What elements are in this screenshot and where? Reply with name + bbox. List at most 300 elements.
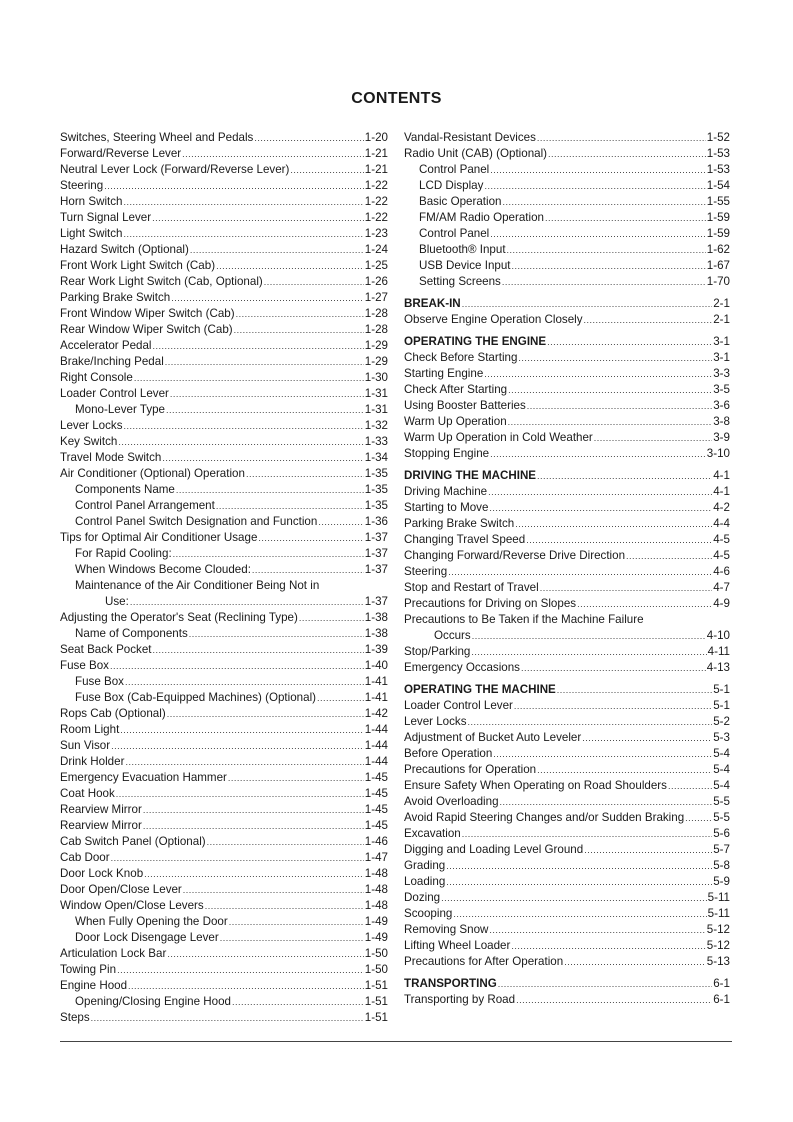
toc-entry[interactable] <box>404 906 730 922</box>
toc-entry[interactable] <box>60 338 388 354</box>
toc-page-number: 4-1 <box>713 485 730 498</box>
toc-entry-row <box>60 130 388 146</box>
toc-entry-label: Fuse Box <box>60 659 109 672</box>
toc-entry[interactable] <box>60 930 388 946</box>
toc-entry[interactable] <box>404 446 730 462</box>
toc-entry[interactable] <box>60 770 388 786</box>
toc-entry-row <box>60 1010 388 1026</box>
toc-entry-label: Dozing <box>404 891 441 904</box>
toc-entry[interactable] <box>404 730 730 746</box>
toc-entry-row <box>404 500 730 516</box>
toc-entry-label: Check After Starting <box>404 383 508 396</box>
dot-leader <box>515 516 712 532</box>
toc-page-number: 1-28 <box>364 307 388 320</box>
toc-entry-row <box>419 274 730 290</box>
toc-entry-label: Vandal-Resistant Devices <box>404 131 536 144</box>
toc-entry-label: Fuse Box (Cab-Equipped Machines) (Optional) <box>75 691 317 704</box>
toc-entry-row <box>60 850 388 866</box>
toc-page-number: 1-45 <box>364 771 388 784</box>
toc-entry[interactable] <box>404 778 730 794</box>
toc-entry-label: Using Booster Batteries <box>404 399 526 412</box>
toc-entry[interactable] <box>404 258 730 274</box>
toc-entry-row <box>404 334 730 350</box>
toc-page-number: 1-48 <box>364 883 388 896</box>
toc-entry-row <box>60 706 388 722</box>
toc-section-heading[interactable] <box>404 296 730 312</box>
toc-page-number: 1-25 <box>364 259 388 272</box>
toc-entry[interactable] <box>60 642 388 658</box>
dot-leader <box>557 682 712 698</box>
toc-entry-row <box>404 890 730 906</box>
toc-entry[interactable] <box>404 612 730 644</box>
toc-entry[interactable] <box>404 564 730 580</box>
toc-entry[interactable] <box>404 242 730 258</box>
toc-entry-row <box>60 530 388 546</box>
toc-entry-label: Room Light <box>60 723 120 736</box>
dot-leader <box>503 194 706 210</box>
toc-entry-label: Switches, Steering Wheel and Pedals <box>60 131 254 144</box>
toc-entry[interactable] <box>60 450 388 466</box>
toc-page-number: 1-45 <box>364 787 388 800</box>
toc-entry[interactable] <box>60 418 388 434</box>
toc-entry[interactable] <box>60 994 388 1010</box>
toc-entry-label: Setting Screens <box>419 275 501 288</box>
toc-entry-row <box>75 994 388 1010</box>
toc-entry[interactable] <box>60 1010 388 1026</box>
toc-entry[interactable] <box>60 626 388 642</box>
toc-entry-row <box>404 350 730 366</box>
toc-entry-row <box>60 306 388 322</box>
toc-entry[interactable] <box>404 226 730 242</box>
toc-entry-row <box>419 210 730 226</box>
toc-entry-row <box>404 794 730 810</box>
toc-entry[interactable] <box>60 658 388 674</box>
dot-leader <box>111 850 364 866</box>
toc-entry[interactable] <box>60 706 388 722</box>
toc-entry[interactable] <box>404 178 730 194</box>
toc-page-number: 1-21 <box>364 147 388 160</box>
toc-entry[interactable] <box>60 354 388 370</box>
dot-leader <box>153 338 364 354</box>
dot-leader <box>471 644 706 660</box>
toc-entry-label: Drink Holder <box>60 755 125 768</box>
toc-entry-row <box>75 914 388 930</box>
toc-entry[interactable] <box>60 322 388 338</box>
toc-entry[interactable] <box>60 434 388 450</box>
toc-entry-label: Warm Up Operation <box>404 415 507 428</box>
toc-entry[interactable] <box>404 484 730 500</box>
toc-entry-label: Driving Machine <box>404 485 488 498</box>
toc-entry-row <box>404 414 730 430</box>
toc-entry[interactable] <box>60 498 388 514</box>
toc-page-number: 1-26 <box>364 275 388 288</box>
toc-entry-row <box>404 398 730 414</box>
dot-leader <box>246 466 364 482</box>
dot-leader <box>318 514 363 530</box>
toc-page-number: 1-24 <box>364 243 388 256</box>
toc-page-number: 5-11 <box>707 907 730 920</box>
toc-entry-label: Adjustment of Bucket Auto Leveler <box>404 731 582 744</box>
toc-entry-row <box>60 274 388 290</box>
dot-leader <box>162 450 363 466</box>
toc-entry-row <box>404 660 730 676</box>
toc-entry[interactable] <box>60 290 388 306</box>
dot-leader <box>118 434 363 450</box>
toc-entry[interactable] <box>404 548 730 564</box>
toc-entry-label: Neutral Lever Lock (Forward/Reverse Lever) <box>60 163 290 176</box>
dot-leader <box>91 1010 364 1026</box>
toc-entry[interactable] <box>404 826 730 842</box>
toc-page-number: 1-40 <box>364 659 388 672</box>
dot-leader <box>228 770 364 786</box>
dot-leader <box>167 946 363 962</box>
toc-entry-label: Precautions for Operation <box>404 763 537 776</box>
toc-entry[interactable] <box>404 714 730 730</box>
toc-entry[interactable] <box>404 596 730 612</box>
toc-entry-row <box>404 906 730 922</box>
toc-entry-label: Towing Pin <box>60 963 117 976</box>
toc-entry-label: Precautions for After Operation <box>404 955 564 968</box>
toc-entry[interactable] <box>60 402 388 418</box>
toc-entry[interactable] <box>60 962 388 978</box>
toc-entry-row <box>75 626 388 642</box>
toc-entry-label: Avoid Rapid Steering Changes and/or Sudden Braking <box>404 811 685 824</box>
toc-page-number: 5-13 <box>706 955 730 968</box>
toc-entry-label: Control Panel Arrangement <box>75 499 215 512</box>
toc-entry-label: For Rapid Cooling: <box>75 547 172 560</box>
toc-entry[interactable] <box>60 946 388 962</box>
toc-page-number: 1-33 <box>364 435 388 448</box>
dot-leader <box>490 446 706 462</box>
toc-entry-row <box>404 146 730 162</box>
toc-entry-row <box>404 446 730 462</box>
dot-leader <box>207 834 364 850</box>
toc-entry-row <box>419 194 730 210</box>
toc-entry-row <box>404 842 730 858</box>
toc-entry[interactable] <box>60 178 388 194</box>
dot-leader <box>508 382 712 398</box>
toc-entry[interactable] <box>60 914 388 930</box>
toc-entry[interactable] <box>60 146 388 162</box>
toc-entry-row <box>75 562 388 578</box>
toc-entry-row <box>75 674 388 690</box>
toc-entry-row <box>404 858 730 874</box>
dot-leader <box>216 258 364 274</box>
toc-entry[interactable] <box>404 366 730 382</box>
dot-leader <box>182 146 364 162</box>
toc-page-number: 3-6 <box>713 399 730 412</box>
dot-leader <box>668 778 712 794</box>
toc-entry-label: Brake/Inching Pedal <box>60 355 164 368</box>
toc-section-heading[interactable] <box>404 468 730 484</box>
dot-leader <box>167 706 364 722</box>
toc-entry[interactable] <box>404 580 730 596</box>
toc-page-number: 5-4 <box>713 763 730 776</box>
toc-page-number: 5-6 <box>713 827 730 840</box>
toc-entry-row <box>75 402 388 418</box>
toc-entry-label: Lever Locks <box>404 715 467 728</box>
toc-entry-label: Light Switch <box>60 227 123 240</box>
toc-entry[interactable] <box>404 382 730 398</box>
dot-leader <box>462 296 713 312</box>
toc-entry[interactable] <box>60 722 388 738</box>
toc-entry[interactable] <box>404 210 730 226</box>
toc-entry[interactable] <box>60 738 388 754</box>
toc-entry-row <box>75 482 388 498</box>
toc-entry-row <box>404 366 730 382</box>
toc-entry[interactable] <box>404 922 730 938</box>
toc-entry[interactable] <box>60 834 388 850</box>
toc-page-number: 1-37 <box>364 595 388 608</box>
toc-entry[interactable] <box>60 514 388 530</box>
toc-entry[interactable] <box>404 938 730 954</box>
toc-entry-label: Control Panel <box>419 163 490 176</box>
toc-page-number: 1-51 <box>364 1011 388 1024</box>
toc-entry[interactable] <box>404 698 730 714</box>
dot-leader <box>130 594 364 610</box>
toc-page-number: 5-3 <box>713 731 730 744</box>
toc-page-number: 4-4 <box>713 517 730 530</box>
toc-page-number: 4-1 <box>713 469 730 482</box>
toc-page-number: 1-50 <box>364 947 388 960</box>
toc-entry[interactable] <box>404 810 730 826</box>
toc-entry-row <box>60 658 388 674</box>
toc-page-number: 1-37 <box>364 547 388 560</box>
toc-entry-label: Articulation Lock Bar <box>60 947 167 960</box>
toc-entry-row <box>60 962 388 978</box>
toc-entry-label: Stopping Engine <box>404 447 490 460</box>
dot-leader <box>511 938 705 954</box>
dot-leader <box>143 818 364 834</box>
toc-entry[interactable] <box>404 660 730 676</box>
dot-leader <box>125 674 364 690</box>
toc-entry-row <box>60 946 388 962</box>
toc-entry[interactable] <box>404 794 730 810</box>
toc-entry-label: Excavation <box>404 827 461 840</box>
toc-entry[interactable] <box>60 866 388 882</box>
toc-entry-row <box>404 698 730 714</box>
dot-leader <box>498 976 712 992</box>
toc-entry-label: Precautions to Be Taken if the Machine Failure <box>404 613 644 626</box>
toc-page-number: 3-10 <box>706 447 730 460</box>
toc-entry-row <box>404 976 730 992</box>
toc-entry[interactable] <box>60 370 388 386</box>
toc-entry-label: Grading <box>404 859 446 872</box>
toc-entry[interactable] <box>404 398 730 414</box>
dot-leader <box>518 350 712 366</box>
toc-page-number: 5-7 <box>713 843 730 856</box>
dot-leader <box>290 162 363 178</box>
toc-entry-label: Tips for Optimal Air Conditioner Usage <box>60 531 258 544</box>
toc-page-number: 6-1 <box>713 993 730 1006</box>
toc-right-column <box>404 130 730 1008</box>
toc-page-number: 5-8 <box>713 859 730 872</box>
toc-entry[interactable] <box>60 306 388 322</box>
toc-entry-label-cont: Use: <box>105 595 129 608</box>
toc-entry[interactable] <box>60 546 388 562</box>
toc-entry-label: Components Name <box>75 483 175 496</box>
dot-leader <box>584 842 712 858</box>
toc-entry[interactable] <box>60 882 388 898</box>
toc-entry-label: Adjusting the Operator's Seat (Reclining Type) <box>60 611 298 624</box>
dot-leader <box>453 906 706 922</box>
dot-leader <box>526 532 712 548</box>
dot-leader <box>111 738 364 754</box>
toc-entry-row <box>404 746 730 762</box>
toc-entry-row <box>60 210 388 226</box>
toc-entry[interactable] <box>404 746 730 762</box>
toc-entry[interactable] <box>404 414 730 430</box>
toc-entry[interactable] <box>404 194 730 210</box>
toc-page-number: 1-44 <box>364 739 388 752</box>
toc-entry[interactable] <box>60 802 388 818</box>
toc-entry-label: Steps <box>60 1011 90 1024</box>
toc-entry[interactable] <box>404 516 730 532</box>
dot-leader <box>110 658 364 674</box>
toc-entry[interactable] <box>404 644 730 660</box>
toc-entry[interactable] <box>60 850 388 866</box>
toc-entry[interactable] <box>404 532 730 548</box>
toc-entry-row <box>404 682 730 698</box>
toc-entry-label: Lever Locks <box>60 419 123 432</box>
dot-leader <box>128 978 364 994</box>
toc-page-number: 1-48 <box>364 867 388 880</box>
toc-entry[interactable] <box>60 242 388 258</box>
toc-section-heading[interactable] <box>404 976 730 992</box>
toc-page-number: 1-47 <box>364 851 388 864</box>
toc-entry[interactable] <box>60 690 388 706</box>
dot-leader <box>500 794 713 810</box>
toc-entry-label: Key Switch <box>60 435 118 448</box>
dot-leader <box>577 596 712 612</box>
dot-leader <box>564 954 706 970</box>
toc-page-number: 1-39 <box>364 643 388 656</box>
toc-entry-row <box>75 514 388 530</box>
toc-entry-row <box>60 178 388 194</box>
toc-entry[interactable] <box>60 978 388 994</box>
toc-entry-row <box>60 786 388 802</box>
dot-leader <box>229 914 364 930</box>
toc-entry-label: Starting Engine <box>404 367 484 380</box>
toc-entry-row <box>404 778 730 794</box>
toc-page-number: 1-53 <box>706 163 730 176</box>
toc-entry-row <box>60 386 388 402</box>
toc-entry-row <box>60 338 388 354</box>
toc-entry-label: Seat Back Pocket <box>60 643 152 656</box>
toc-entry[interactable] <box>60 274 388 290</box>
dot-leader <box>493 746 712 762</box>
toc-entry-row <box>404 826 730 842</box>
dot-leader <box>205 898 364 914</box>
toc-page-number: 1-52 <box>706 131 730 144</box>
toc-entry[interactable] <box>60 578 388 610</box>
dot-leader <box>527 398 712 414</box>
toc-section-heading[interactable] <box>404 334 730 350</box>
dot-leader <box>254 130 363 146</box>
toc-entry-label-cont: Occurs <box>434 629 471 642</box>
toc-entry[interactable] <box>60 130 388 146</box>
dot-leader <box>124 194 364 210</box>
toc-entry-row <box>60 978 388 994</box>
toc-entry-row <box>60 898 388 914</box>
toc-entry[interactable] <box>404 500 730 516</box>
toc-entry[interactable] <box>404 842 730 858</box>
toc-entry[interactable] <box>404 274 730 290</box>
toc-page-number: 1-45 <box>364 803 388 816</box>
toc-entry[interactable] <box>60 466 388 482</box>
toc-entry[interactable] <box>404 762 730 778</box>
toc-page-number: 4-10 <box>706 629 730 642</box>
toc-entry-label: When Fully Opening the Door <box>75 915 228 928</box>
toc-entry[interactable] <box>60 818 388 834</box>
toc-entry-row <box>60 290 388 306</box>
toc-entry-row <box>404 564 730 580</box>
toc-section-heading[interactable] <box>404 682 730 698</box>
toc-entry[interactable] <box>404 954 730 970</box>
toc-entry[interactable] <box>60 530 388 546</box>
toc-entry[interactable] <box>60 194 388 210</box>
toc-page-number: 4-5 <box>713 533 730 546</box>
toc-entry[interactable] <box>404 350 730 366</box>
toc-entry[interactable] <box>404 430 730 446</box>
toc-page-number: 1-38 <box>364 627 388 640</box>
toc-entry[interactable] <box>404 858 730 874</box>
toc-page-number: 1-20 <box>364 131 388 144</box>
toc-entry[interactable] <box>60 754 388 770</box>
toc-entry[interactable] <box>60 162 388 178</box>
toc-entry[interactable] <box>404 874 730 890</box>
toc-page-number: 1-49 <box>364 931 388 944</box>
toc-entry[interactable] <box>60 482 388 498</box>
toc-entry-label: Rops Cab (Optional) <box>60 707 166 720</box>
toc-entry[interactable] <box>60 386 388 402</box>
toc-entry-label: Ensure Safety When Operating on Road Shoulders <box>404 779 667 792</box>
toc-entry[interactable] <box>60 610 388 626</box>
toc-entry-row <box>60 258 388 274</box>
toc-page-number: 3-5 <box>713 383 730 396</box>
toc-page-number: 1-22 <box>364 179 388 192</box>
toc-page-number: 1-35 <box>364 467 388 480</box>
toc-entry[interactable] <box>404 162 730 178</box>
toc-entry-row <box>60 834 388 850</box>
toc-entry-label: Turn Signal Lever <box>60 211 152 224</box>
toc-entry[interactable] <box>404 992 730 1008</box>
toc-entry[interactable] <box>60 210 388 226</box>
toc-entry-label: Avoid Overloading <box>404 795 499 808</box>
toc-entry[interactable] <box>404 312 730 328</box>
toc-entry[interactable] <box>404 146 730 162</box>
dot-leader <box>548 146 706 162</box>
toc-entry[interactable] <box>60 562 388 578</box>
toc-entry[interactable] <box>404 130 730 146</box>
toc-entry-row <box>75 930 388 946</box>
toc-entry-label: Starting to Move <box>404 501 489 514</box>
toc-entry[interactable] <box>60 786 388 802</box>
toc-entry[interactable] <box>60 258 388 274</box>
toc-entry[interactable] <box>60 674 388 690</box>
toc-entry-label: TRANSPORTING <box>404 977 497 990</box>
toc-entry[interactable] <box>60 898 388 914</box>
toc-entry-label: Basic Operation <box>419 195 502 208</box>
toc-entry-row <box>404 874 730 890</box>
toc-entry-row <box>60 194 388 210</box>
toc-entry[interactable] <box>404 890 730 906</box>
toc-page-number: 3-1 <box>713 335 730 348</box>
toc-entry-row <box>404 532 730 548</box>
dot-leader <box>521 660 706 676</box>
toc-entry-label: Control Panel Switch Designation and Function <box>75 515 318 528</box>
toc-entry[interactable] <box>60 226 388 242</box>
